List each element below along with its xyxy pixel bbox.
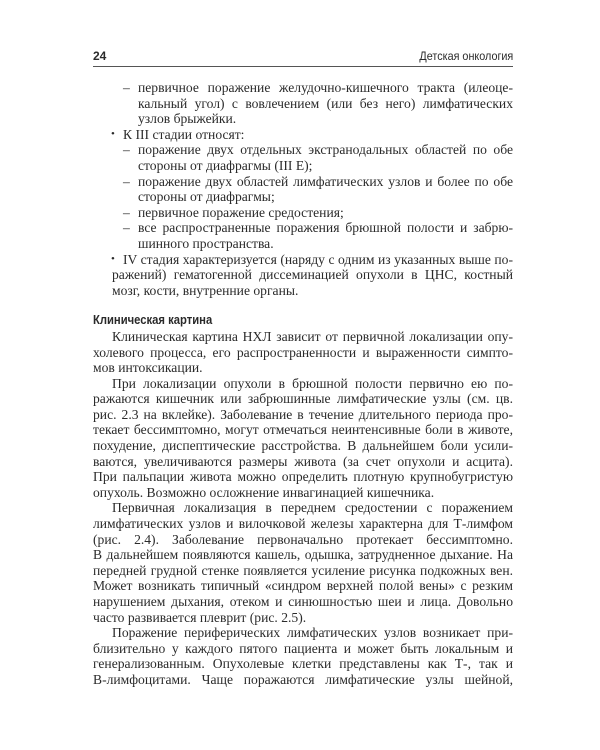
text-line — [93, 96, 513, 112]
text-line — [93, 376, 513, 392]
dash-marker: – — [123, 173, 130, 189]
dash-marker: – — [123, 80, 130, 95]
line-text: кальный угол) с вовлечением (или без него) лимфатических — [138, 95, 513, 111]
text-line — [93, 283, 513, 299]
line-text: передней грудной стенке появляется усиление рисунка подкожных вен. — [93, 562, 513, 578]
text-line — [93, 438, 513, 454]
paragraph — [93, 329, 513, 376]
line-text: узлов брыжейки. — [138, 111, 237, 127]
line-text: шинного пространства. — [138, 235, 274, 251]
text-line — [93, 641, 513, 657]
dash-list-item — [93, 205, 513, 221]
line-text: ражений) гематогенной диссеминацией опухоли в ЦНС, костный — [112, 267, 513, 283]
bullet-icon: • — [111, 127, 115, 140]
line-text: первичное поражение средостения; — [138, 204, 344, 220]
line-text: нарушением дыхания, отеком и синюшностью шеи и лица. Довольно — [93, 594, 513, 609]
text-line — [93, 158, 513, 174]
line-text: мов интоксикации. — [93, 360, 203, 376]
text-line — [93, 360, 513, 376]
dash-list-item — [93, 220, 513, 251]
text-line — [93, 547, 513, 563]
line-text: первичное поражение желудочно-кишечного тракта (илеоце- — [138, 80, 513, 95]
line-text: стороны от диафрагмы; — [138, 189, 275, 205]
text-line — [93, 236, 513, 252]
line-text: ваются, увеличиваются размеры живота (за счет опухоли и асцита). — [93, 453, 513, 469]
text-line — [93, 594, 513, 610]
line-text: При пальпации живота можно определить плотную крупнобугристую — [93, 469, 513, 485]
paragraph — [93, 376, 513, 501]
line-text: текает бессимптомно, могут отмечаться неинтенсивные боли в животе, — [93, 422, 513, 438]
text-line — [93, 345, 513, 361]
line-text: стороны от диафрагмы (III Е); — [138, 157, 313, 173]
line-text: Первичная локализация в переднем средостении с поражением — [112, 500, 513, 516]
dash-marker: – — [123, 142, 130, 158]
text-line — [93, 532, 513, 548]
text-line — [93, 485, 513, 501]
text-line — [93, 610, 513, 626]
text-line — [93, 656, 513, 672]
line-text: мозг, кости, внутренние органы. — [112, 282, 299, 298]
line-text: лимфатических узлов и вилочковой железы характерна для Т-лимфом — [93, 516, 513, 532]
line-text: часто развивается плеврит (рис. 2.5). — [93, 609, 307, 625]
text-line — [93, 672, 513, 688]
line-text: IV стадия характеризуется (наряду с одним из указанных выше по- — [123, 251, 513, 267]
text-line — [93, 189, 513, 205]
dash-list-item — [93, 142, 513, 173]
text-line — [93, 516, 513, 532]
line-text: опухоль. Возможно осложнение инвагинацией кишечника. — [93, 484, 435, 500]
text-line — [93, 267, 513, 283]
bullet-list-item — [93, 127, 513, 143]
dash-marker: – — [123, 220, 130, 236]
text-line — [93, 469, 513, 485]
line-text: К III стадии относят: — [123, 126, 245, 142]
text-line — [93, 500, 513, 516]
line-text: При локализации опухоли в брюшной полости первично ею по- — [112, 375, 513, 391]
text-line — [93, 205, 513, 221]
line-text: Клиническая картина НХЛ зависит от первичной локализации опу- — [112, 328, 513, 344]
dash-list-item — [93, 174, 513, 205]
dash-marker: – — [123, 204, 130, 220]
paragraph — [93, 500, 513, 625]
running-header — [93, 48, 513, 67]
line-text: ражаются кишечник или забрюшинные лимфатические узлы (см. цв. — [93, 391, 513, 407]
line-text: рис. 2.3 на вклейке). Заболевание в течение длительного периода про- — [93, 406, 513, 422]
line-text: все распространенные поражения брюшной полости и забрю- — [138, 220, 513, 236]
text-line — [93, 578, 513, 594]
text-line — [93, 563, 513, 579]
text-line — [93, 407, 513, 423]
text-line — [93, 220, 513, 236]
text-line — [93, 174, 513, 190]
line-text: Поражение периферических лимфатических узлов возникает при- — [112, 625, 513, 641]
text-line — [93, 127, 513, 143]
running-title: Детская онкология — [419, 49, 513, 63]
line-text: В-лимфоцитами. Чаще поражаются лимфатические узлы шейной, — [93, 671, 513, 687]
line-text: поражение двух областей лимфатических узлов и более по обе — [138, 173, 513, 189]
bullet-icon: • — [111, 252, 115, 265]
text-line — [93, 422, 513, 438]
line-text: (рис. 2.4). Заболевание первоначально протекает бессимптомно. — [93, 531, 513, 547]
line-text: холевого процесса, его распространенности и выраженности симпто- — [93, 344, 513, 360]
bullet-list-item — [93, 252, 513, 299]
text-line — [93, 391, 513, 407]
text-line — [93, 80, 513, 96]
text-line — [93, 252, 513, 268]
text-line — [93, 329, 513, 345]
text-line — [93, 142, 513, 158]
text-line — [93, 111, 513, 127]
line-text: генерализованным. Опухолевые клетки представлены как Т-, так и — [93, 656, 513, 672]
page-number: 24 — [93, 49, 107, 63]
line-text: похудение, диспептические расстройства. В дальнейшем боли усили- — [93, 438, 513, 454]
line-text: Может возникать типичный «синдром верхней полой вены» с резким — [93, 578, 513, 594]
page-body — [93, 80, 513, 688]
text-line — [93, 454, 513, 470]
section-heading: Клиническая картина — [93, 313, 213, 328]
dash-list-item — [93, 80, 513, 127]
line-text: поражение двух отдельных экстранодальных областей по обе — [138, 142, 513, 158]
line-text: близительно у каждого пятого пациента и может быть локальным и — [93, 640, 513, 656]
line-text: В дальнейшем появляются кашель, одышка, затрудненное дыхание. На — [93, 547, 513, 563]
paragraph — [93, 625, 513, 687]
text-line — [93, 625, 513, 641]
